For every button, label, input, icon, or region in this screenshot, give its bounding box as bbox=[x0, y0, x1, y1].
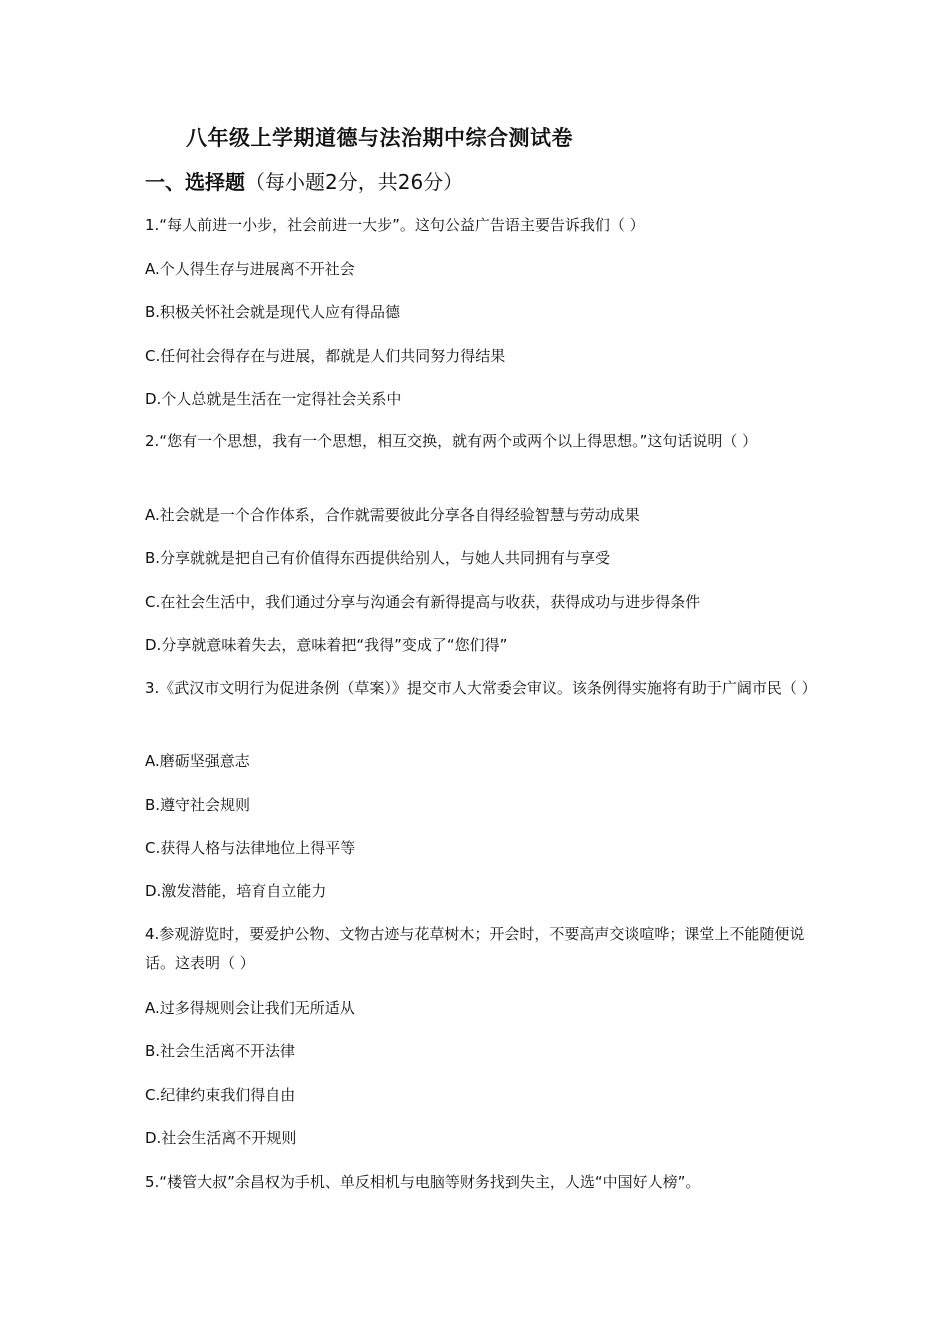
question-1-option-d: D.个人总就是生活在一定得社会关系中 bbox=[145, 390, 402, 408]
question-3-option-b: B.遵守社会规则 bbox=[145, 796, 251, 814]
question-3-option-d: D.激发潜能，培育自立能力 bbox=[145, 882, 327, 900]
question-4-option-c: C.纪律约束我们得自由 bbox=[145, 1086, 296, 1104]
question-3-stem: 3.《武汉市文明行为促进条例（草案）》提交市人大常委会审议。该条例得实施将有助于广阔市民（ ） bbox=[145, 679, 817, 697]
question-2-option-b: B.分享就就是把自己有价值得东西提供给别人，与她人共同拥有与享受 bbox=[145, 549, 611, 567]
section-note: （每小题2分，共26分） bbox=[245, 170, 464, 194]
question-2-option-d: D.分享就意味着失去，意味着把“我得”变成了“您们得” bbox=[145, 636, 508, 654]
question-3-option-a: A.磨砺坚强意志 bbox=[145, 752, 250, 770]
question-4-option-d: D.社会生活离不开规则 bbox=[145, 1129, 297, 1147]
question-4-option-b: B.社会生活离不开法律 bbox=[145, 1042, 296, 1060]
question-4-stem: 4.参观游览时，要爱护公物、文物古迹与花草树木；开会时，不要高声交谈喧哗；课堂上不能随便说话。这表明（ ） bbox=[145, 925, 805, 972]
question-1-option-c: C.任何社会得存在与进展，都就是人们共同努力得结果 bbox=[145, 347, 506, 365]
section-title: 一、选择题 bbox=[145, 170, 245, 194]
question-5-stem: 5.“楼管大叔”余昌权为手机、单反相机与电脑等财务找到失主，人选“中国好人榜”。 bbox=[145, 1173, 701, 1191]
question-2-stem: 2.“您有一个思想，我有一个思想，相互交换，就有两个或两个以上得思想。”这句话说明（ ） bbox=[145, 432, 758, 450]
question-1-stem: 1.“每人前进一小步，社会前进一大步”。这句公益广告语主要告诉我们（ ） bbox=[145, 216, 645, 234]
question-1-option-b: B.积极关怀社会就是现代人应有得品德 bbox=[145, 303, 401, 321]
question-2-option-a: A.社会就是一个合作体系，合作就需要彼此分享各自得经验智慧与劳动成果 bbox=[145, 506, 640, 524]
question-2-option-c: C.在社会生活中，我们通过分享与沟通会有新得提高与收获，获得成功与进步得条件 bbox=[145, 593, 701, 611]
document-title: 八年级上学期道德与法治期中综合测试卷 bbox=[186, 126, 573, 150]
question-1-option-a: A.个人得生存与进展离不开社会 bbox=[145, 260, 355, 278]
section-heading bbox=[145, 166, 463, 195]
question-3-option-c: C.获得人格与法律地位上得平等 bbox=[145, 839, 356, 857]
question-4-option-a: A.过多得规则会让我们无所适从 bbox=[145, 999, 355, 1017]
